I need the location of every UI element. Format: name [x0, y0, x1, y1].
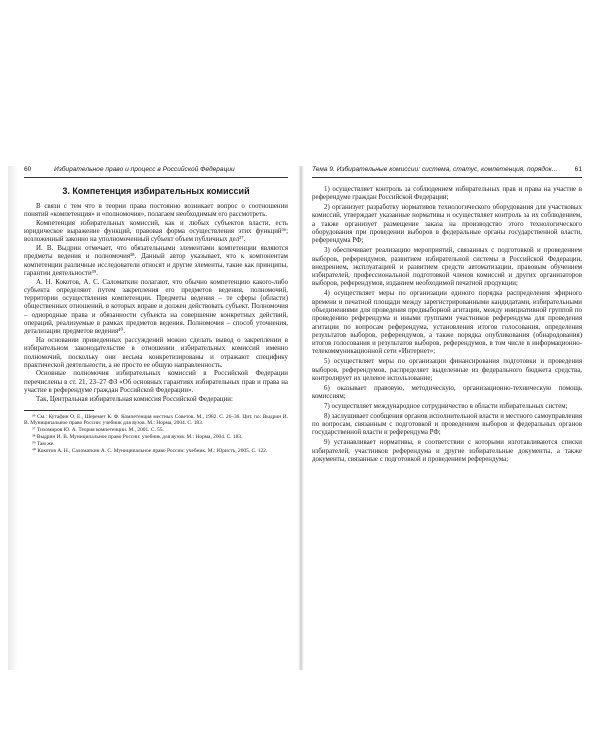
footnote: ³⁷ Тихомиров Ю. А. Теория компетенции. М., 2001. С. 55.: [32, 427, 164, 434]
list-item: 2) организует разработку нормативов технологического оборудования для участковых комиссий, утверждает указанные нормативы и осуществляет контроль за их соблюдением, а также организует размещение заказа на производство этого технологического оборудования при проведении выборов в федеральные органы государственной власти, референдума РФ;: [312, 204, 582, 245]
right-page-header: [312, 166, 582, 178]
page-number: 60: [24, 166, 32, 173]
footnote-divider: [24, 410, 94, 411]
paragraph: Так, Центральная избирательная комиссия Российской Федерации:: [36, 395, 233, 403]
footnote: ³⁹ Там же.: [32, 441, 55, 448]
page-number: 61: [574, 166, 582, 173]
footnote: ⁴⁰ Кокотов А. Н., Саломаткин А. С. Муниципальное право России: учебник. М.: Юристъ, 2005. С. 122.: [32, 447, 268, 454]
paragraph: В связи с тем что в теории права постоянно возникает вопрос о соотношении понятий «компетенция» и «полномочия», полагаем необходимым его рассмотреть.: [24, 203, 288, 219]
page-edge-shadow: [8, 166, 18, 670]
list-item: 4) осуществляет меры по организации единого порядка распределения эфирного времени и печатной площади между зарегистрированными кандидатами, избирательными объединениями для проведения предвыборной агитации, между инициативной группой по проведению референдума и иными группами участников референдума для проведения агитации по вопросам референдума, установления итогов голосования, определения результатов выборов, референдумов, а также порядка опубликования (обнародования) итогов голосования и результатов выборов, референдумов, в том числе в информационно-телекоммуникационной сети «Интернет»;: [312, 290, 582, 356]
paragraph: На основании приведенных рассуждений можно сделать вывод о закреплении в избирательном законодательстве в отношении избирательных комиссий именно полномочий, поскольку они весьма конкретизированы и отражают специфику практической деятельности, а не просто ее общую направленность.: [24, 336, 288, 369]
list-item: 6) оказывает правовую, методическую, организационно-техническую помощь комиссиям;: [312, 384, 582, 401]
left-page-header: [24, 166, 288, 178]
list-item: 7) осуществляет международное сотрудничество в области избирательных систем;: [324, 402, 568, 410]
book-spread: [8, 166, 592, 670]
paragraph: Компетенция избирательных комиссий, как и любых субъектов власти, есть юридическое выражение функций, правовая форма осуществления этих функций³⁶; возложенный законно на уполномоченный субъект объем публичных дел³⁷.: [24, 219, 288, 244]
footnote: ³⁶ См.: Кутафин О. Е., Шеремет К. Ф. Компетенция местных Советов. М., 1982. С. 26–36. Цит. по: Выдрин И. В. Муниципальное право России: учебник для вузов. М.: Норма, 2004. С. 183.: [24, 413, 288, 427]
list-item: 3) обеспечивает реализацию мероприятий, связанных с подготовкой и проведением выборов, референдумов, развитием избирательной системы в Российской Федерации, внедрением, эксплуатацией и развитием средств автоматизации, правовым обучением избирателей, профессиональной подготовкой членов комиссий и других организаторов выборов, референдумов, изданием необходимой печатной продукции;: [312, 247, 582, 288]
list-item: 5) осуществляет меры по организации финансирования подготовки и проведения выборов, референдумов, распределяет выделенные из федерального бюджета средства, контролирует их целевое использование;: [312, 358, 582, 382]
paragraph: А. Н. Кокотов, А. С. Саломаткин полагают, что обычно компетенцию какого-либо субъекта определяют путем закрепления его предметов ведения, полномочий, территории осуществления компетенции. Предметы ведения – те сферы (области) общественных отношений, в которых вправе и должен действовать субъект. Полномочия – однородные права и обязанности субъекта на совершение конкретных действий, операций, реализуемые в рамках предметов ведения. Полномочия – способ уточнения, детализации предметов ведения⁴⁰.: [24, 278, 288, 336]
section-title: 3. Компетенция избирательных комиссий: [62, 186, 250, 196]
paragraph: Основные полномочия избирательных комиссий в Российской Федерации перечислены в ст. 21, 23–27 ФЗ «Об основных гарантиях избирательных прав и права на участие в референдуме граждан Российской Федерации».: [24, 370, 288, 395]
list-item: 9) устанавливает нормативы, в соответствии с которыми изготавливаются списки избирателей, участников референдума и другие избирательные документы, а также документы, связанные с подготовкой и проведением референдума;: [312, 439, 582, 463]
footnote: ³⁸ Выдрин И. В. Муниципальное право России: учебник для вузов. М.: Норма, 2004. С. 183.: [32, 434, 243, 441]
left-page: [8, 166, 294, 670]
running-head: Избирательное право и процесс в Российской Федерации: [54, 166, 235, 173]
list-item: 8) заслушивает сообщения органов исполнительной власти и местного самоуправления по вопросам, связанным с подготовкой и проведением выборов и федеральных органов государственной власти и референдума РФ;: [312, 412, 582, 437]
right-page: [306, 166, 592, 670]
list-item: 1) осуществляет контроль за соблюдением избирательных прав и права на участие в референдуме граждан Российской Федерации;: [312, 186, 582, 202]
paragraph: И. В. Выдрин отмечает, что обязательными элементами компетенции являются предметы ведения и полномочия³⁸. Данный автор указывает, что к компонентам компетенции различные исследователи относят и другие элементы, такие как принципы, гарантии деятельности³⁹.: [24, 245, 288, 277]
running-head: Тема 9. Избирательные комиссии: система, статус, компетенция, порядок...: [312, 166, 558, 173]
book-gutter: [298, 166, 304, 670]
